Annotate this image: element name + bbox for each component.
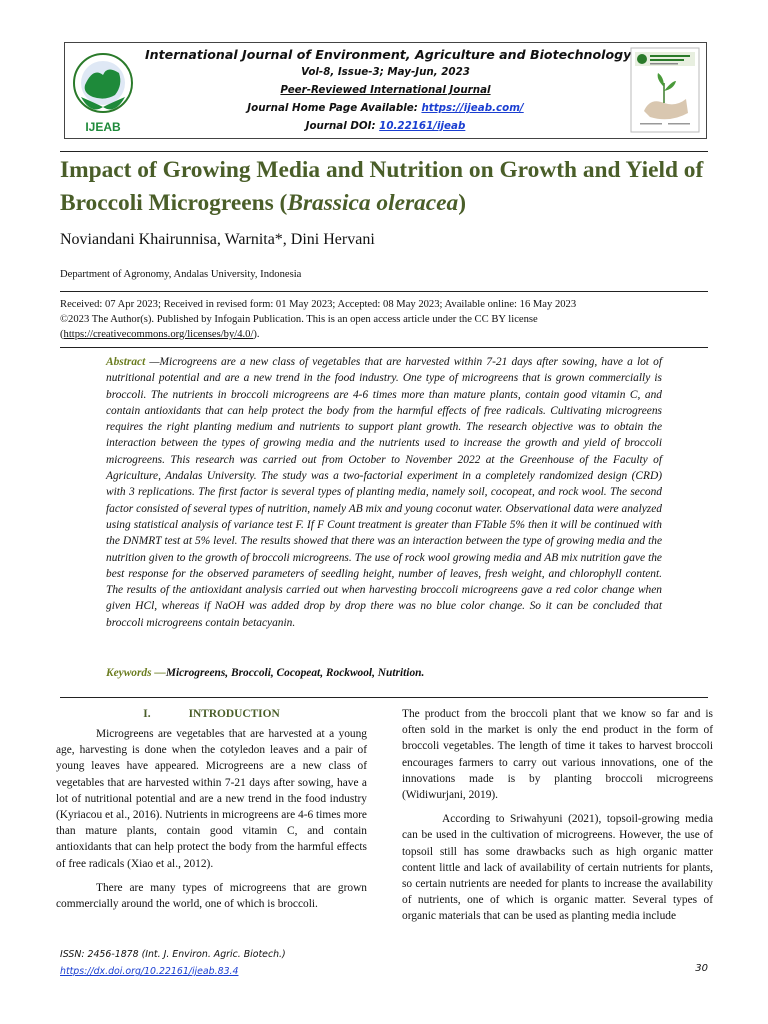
keywords-text: Microgreens, Broccoli, Cocopeat, Rockwool, Nutrition. (165, 667, 425, 679)
header-divider (60, 151, 708, 152)
section-title: INTRODUCTION (188, 708, 280, 720)
journal-title: International Journal of Environment, Agriculture and Biotechnology (145, 47, 632, 62)
footer-doi-link[interactable]: https://dx.doi.org/10.22161/ijeab.83.4 (60, 966, 239, 977)
intro-paragraph-2: There are many types of microgreens that are grown commercially around the world, one of which is broccoli. (56, 881, 367, 911)
column-left (56, 706, 367, 920)
dates-divider-top (60, 291, 708, 292)
article-title (60, 154, 720, 220)
footer-issn: ISSN: 2456-1878 (Int. J. Environ. Agric. Biotech.) (60, 949, 286, 960)
intro-paragraph-1: Microgreens are vegetables that are harvested at a young age, harvesting is done when the cotyledon leaves and a pair of young leaves have appeared. Microgreens are a new class of vegetables that are harvested within 7-21 days after sowing, have a lot of nutritional potential and are a new trend in the food industry (Kyriacou et al., 2016). Nutrients in microgreens are 4-6 times more than mature plants, contain good vitamin C, and contain antioxidants that can help protect the body from the harmful effects of free radicals (Xiao et al., 2012). (56, 728, 367, 870)
article-authors: Noviandani Khairunnisa, Warnita*, Dini Hervani (60, 231, 375, 248)
home-page-line (145, 99, 626, 117)
journal-logo-icon (71, 45, 135, 135)
section-heading-introduction (56, 706, 367, 722)
intro-paragraph-4: According to Sriwahyuni (2021), topsoil-growing media can be used in the cultivation of microgreens. However, the use of topsoil still has some drawbacks such as high organic matter content little and lack of availability of certain nutrients for plants, so certain nutrients are needed for plants to increase the availability of nutrients, one of which is organic matter. Several types of organic materials that can be used as planting media include (402, 813, 713, 923)
page-number: 30 (695, 963, 708, 974)
dates-divider-bottom (60, 347, 708, 348)
column-right (402, 706, 713, 933)
article-dates (60, 297, 710, 342)
license-url-line (60, 327, 710, 342)
keywords-label: Keywords — (106, 667, 166, 679)
logo-text: IJEAB (85, 120, 121, 134)
peer-reviewed-text: Peer-Reviewed International Journal (280, 84, 491, 96)
title-close: ) (458, 190, 467, 216)
peer-reviewed-line (145, 81, 626, 99)
license-paren-close: ). (253, 329, 260, 340)
home-page-label: Journal Home Page Available: (247, 102, 422, 114)
title-text: Impact of Growing Media and Nutrition on Growth and Yield of Broccoli Microgreens ( (60, 157, 704, 216)
page-footer (60, 946, 286, 980)
journal-volume: Vol-8, Issue-3; May-Jun, 2023 (301, 66, 470, 78)
journal-doi-line (145, 117, 626, 135)
keywords (106, 666, 662, 681)
journal-doi-link[interactable]: 10.22161/ijeab (379, 120, 466, 132)
abstract-label: Abstract (106, 356, 146, 368)
license-paren-open: ( (60, 329, 64, 340)
abstract (106, 354, 662, 631)
intro-paragraph-3: The product from the broccoli plant that we know so far and is often sold in the market is only the end product in the form of broccoli vegetables. The length of time it takes to harvest broccoli encourages farmers to carry out various innovations, one of the innovations made is by planting broccoli microgreens (Widiwurjani, 2019). (402, 708, 713, 802)
article-affiliation: Department of Agronomy, Andalas University, Indonesia (60, 269, 302, 280)
journal-doi-label: Journal DOI: (305, 120, 380, 132)
dates-line: Received: 07 Apr 2023; Received in revised form: 01 May 2023; Accepted: 08 May 2023; Available online: 16 May 2023 (60, 299, 577, 310)
title-species: Brassica oleracea (287, 190, 459, 216)
abstract-divider (60, 697, 708, 698)
journal-info (145, 46, 632, 135)
license-line: ©2023 The Author(s). Published by Infogain Publication. This is an open access article under the CC BY license (60, 314, 538, 325)
cover-thumbnail-icon (630, 47, 700, 133)
home-page-link[interactable]: https://ijeab.com/ (421, 102, 524, 114)
license-link[interactable]: https://creativecommons.org/licenses/by/4.0/ (63, 329, 254, 340)
abstract-text: —Microgreens are a new class of vegetables that are harvested within 7-21 days after sowing, have a lot of nutritional potential and are a new trend in the food industry. One type of microgreens that is grown commercially is broccoli. The nutrients in broccoli microgreens are 4-6 times more than mature plants, contain good vitamin C, and contain antioxidants that can help protect the body from the harmful effects of free radicals. Cultivating microgreens requires the right planting medium and nutrients to support plant growth. The research objective was to obtain the interaction between the types of growing media and the nutrients used to increase the growth and yield of broccoli microgreens. This research was carried out from October to November 2022 at the Greenhouse of the Faculty of Agriculture, Andalas University. The study was a two-factorial experiment in a completely randomized design (CRD) with 3 replications. The first factor is several types of planting media, namely soil, cocopeat, and rock wool. The second factor consisted of several types of nutrition, namely AB mix and young coconut water. Observational data were analyzed using statistical analysis of variance test F. If F Count treatment is greater than FTable 5% then it will be continued with the DNMRT test at 5% level. The results showed that there was an interaction between the type of growing media and the nutrition given to the growth of broccoli microgreens. The use of rock wool growing media and AB mix nutrition gave the best response for the observed parameters of seedling height, number of leaves, fresh weight, and chlorophyll content. The results of the antioxidant analysis carried out when harvesting broccoli microgreens gave a red color change when given HCl, whereas if NaOH was added drop by drop there was no blue color change. So it can be concluded that broccoli microgreens contain betacyanin. (106, 356, 662, 629)
journal-header (64, 42, 707, 139)
section-number: I. (143, 708, 151, 720)
